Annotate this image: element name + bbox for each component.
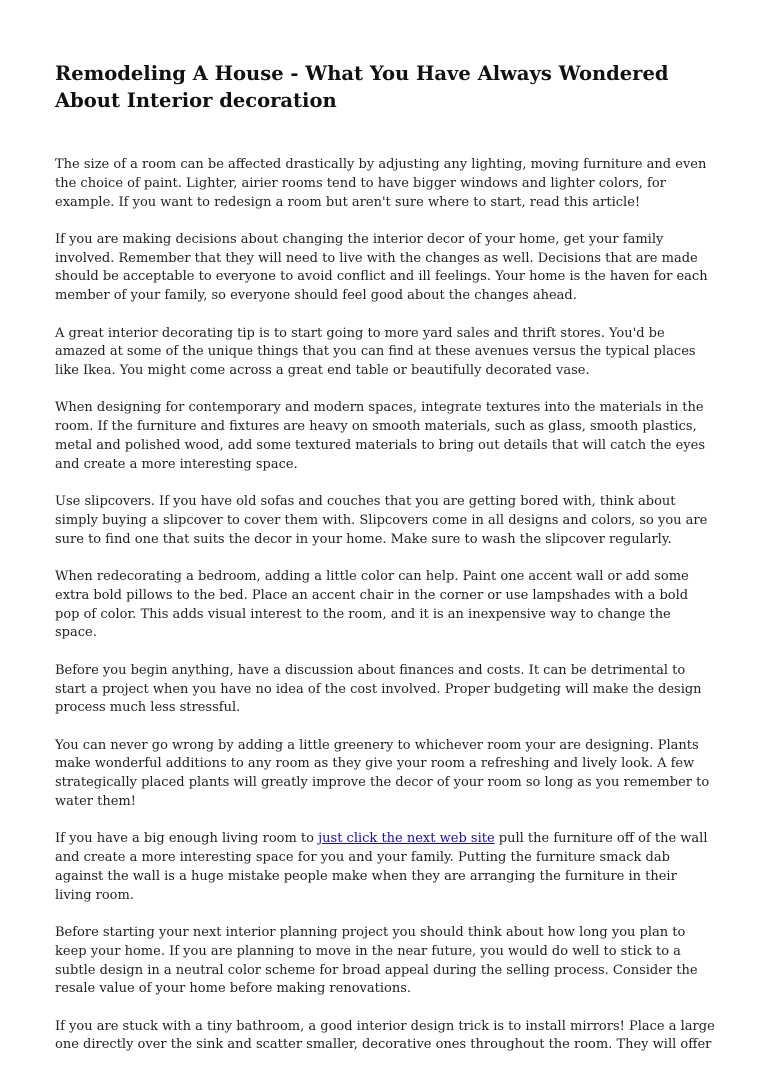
paragraph: If you are stuck with a tiny bathroom, a good interior design trick is to install mirrors! Place a large one directly over the sink and scatter smaller, decorative ones throughout the room. They will offer bbox=[55, 1018, 715, 1053]
paragraph: The size of a room can be affected drastically by adjusting any lighting, moving furniture and even the choice of paint. Lighter, airier rooms tend to have bigger windows and lighter colors, for example. If you want to redesign a room but aren't sure where to start, read this article! bbox=[55, 157, 707, 210]
paragraph: You can never go wrong by adding a little greenery to whichever room your are designing. Plants make wonderful additions to any room as they give your room a refreshing and lively look. A few strategically placed plants will greatly improve the decor of your room so long as you remember to water them! bbox=[55, 737, 710, 810]
article-title: Remodeling A House - What You Have Always Wondered About Interior decoration bbox=[55, 62, 669, 112]
paragraph: If you are making decisions about changing the interior decor of your home, get your family involved. Remember that they will need to live with the changes as well. Decisions that are made should be acceptable to everyone to avoid conflict and ill feelings. Your home is the haven for each member of your family, so everyone should feel good about the changes ahead. bbox=[55, 231, 708, 304]
paragraph: When redecorating a bedroom, adding a little color can help. Paint one accent wall or add some extra bold pillows to the bed. Place an accent chair in the corner or use lampshades with a bold pop of color. This adds visual interest to the room, and it is an inexpensive way to change the space. bbox=[55, 569, 689, 641]
paragraph: Use slipcovers. If you have old sofas and couches that you are getting bored with, think about simply buying a slipcover to cover them with. Slipcovers come in all designs and colors, so you are sure to find one that suits the decor in your home. Make sure to wash the slipcover regularly. bbox=[55, 494, 708, 547]
next-web-site-link[interactable]: just click the next web site bbox=[318, 831, 495, 847]
paragraph-text-after-link: pull the furniture off of the wall and create a more interesting space for you and your family. Putting the furniture smack dab against the wall is a huge mistake people make when they are arranging the furniture in their living room. bbox=[55, 831, 708, 903]
paragraph: Before you begin anything, have a discussion about finances and costs. It can be detrimental to start a project when you have no idea of the cost involved. Proper budgeting will make the design process much less stressful. bbox=[55, 662, 702, 716]
paragraph-text-before-link: If you have a big enough living room to bbox=[55, 831, 319, 847]
paragraph-with-link bbox=[55, 830, 715, 905]
paragraph: A great interior decorating tip is to start going to more yard sales and thrift stores. You'd be amazed at some of the unique things that you can find at these avenues versus the typical places like Ikea. You might come across a great end table or beautifully decorated vase. bbox=[55, 325, 696, 379]
paragraph: When designing for contemporary and modern spaces, integrate textures into the materials in the room. If the furniture and fixtures are heavy on smooth materials, such as glass, smooth plastics, metal and polished wood, add some textured materials to bring out details that will catch the eyes and create a more interesting space. bbox=[55, 400, 706, 472]
document-page bbox=[55, 60, 715, 1074]
paragraph: Before starting your next interior planning project you should think about how long you plan to keep your home. If you are planning to move in the near future, you would do well to stick to a subtle design in a neutral color scheme for broad appeal during the selling process. Consider the resale value of your home before making renovations. bbox=[55, 925, 698, 997]
